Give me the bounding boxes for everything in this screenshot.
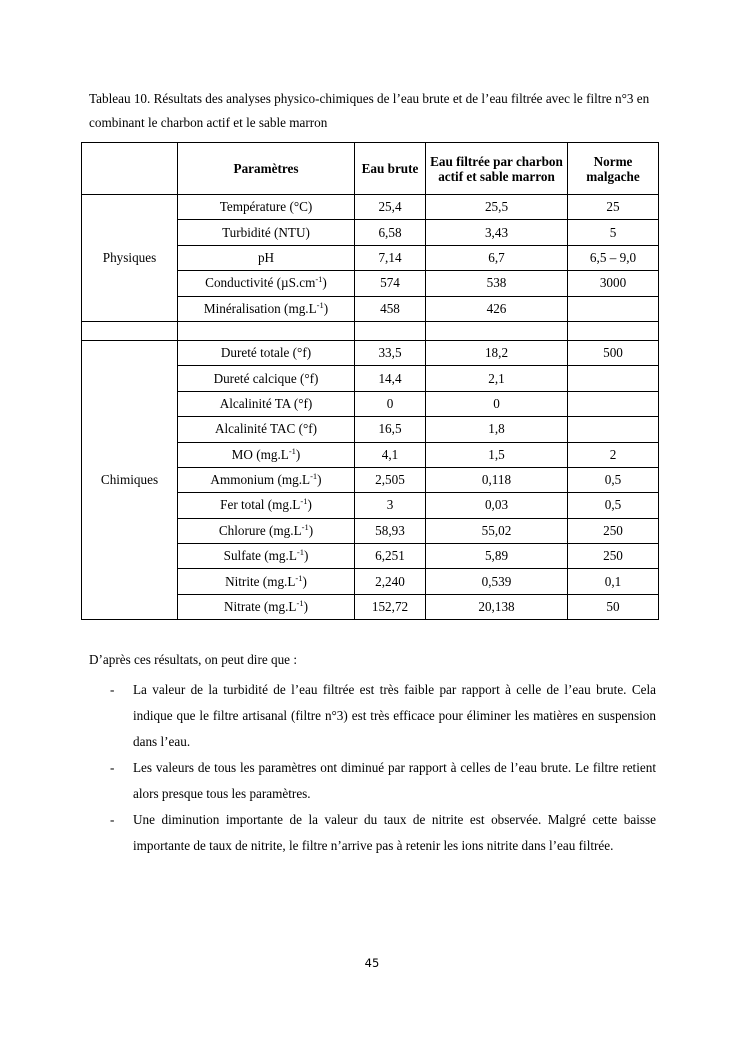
- eau-filtree-cell: 0,539: [426, 569, 568, 594]
- header-norme-malgache: Norme malgache: [568, 143, 659, 195]
- norme-cell: [568, 391, 659, 416]
- eau-brute-cell: 152,72: [355, 594, 426, 619]
- eau-filtree-cell: 25,5: [426, 195, 568, 220]
- parameter-cell: [178, 245, 355, 270]
- unit-exponent: -1: [301, 521, 309, 532]
- list-item-text: Les valeurs de tous les paramètres ont diminué par rapport à celles de l’eau brute. Le filtre retient alors presque tous les paramètres.: [133, 760, 656, 801]
- bullet-dash: -: [110, 760, 115, 775]
- norme-cell: [568, 417, 659, 442]
- parameter-name: Alcalinité TA (°f): [219, 395, 313, 411]
- norme-cell: 5: [568, 220, 659, 245]
- eau-brute-cell: 14,4: [355, 366, 426, 391]
- parameter-name: Dureté calcique (°f): [213, 370, 319, 386]
- table-row: [82, 340, 659, 365]
- parameter-cell: [178, 493, 355, 518]
- unit-exponent: -1: [295, 572, 303, 583]
- parameter-name: Nitrite (mg.L: [225, 573, 296, 589]
- eau-filtree-cell: 2,1: [426, 366, 568, 391]
- eau-filtree-cell: 55,02: [426, 518, 568, 543]
- header-eau-filtree: Eau filtrée par charbon actif et sable marron: [426, 143, 568, 195]
- eau-brute-cell: 58,93: [355, 518, 426, 543]
- physiques-group: [82, 195, 659, 322]
- eau-filtree-cell: 20,138: [426, 594, 568, 619]
- table-caption: Tableau 10. Résultats des analyses physico-chimiques de l’eau brute et de l’eau filtrée avec le filtre n°3 en combinant le charbon actif et le sable marron: [89, 91, 650, 130]
- category-physiques: Physiques: [82, 195, 178, 322]
- parameter-name: Température (°C): [219, 199, 313, 215]
- results-table: [81, 142, 659, 620]
- list-item-text: La valeur de la turbidité de l’eau filtrée est très faible par rapport à celle de l’eau brute. Cela indique que le filtre artisanal (filtre n°3) est très efficace pour éliminer les matières en suspension dans l’eau.: [133, 682, 656, 749]
- chimiques-group: [82, 340, 659, 619]
- eau-brute-cell: 6,58: [355, 220, 426, 245]
- table-header-row: [82, 143, 659, 195]
- parameter-cell: [178, 195, 355, 220]
- parameter-name: Fer total (mg.L: [220, 497, 301, 513]
- eau-brute-cell: 16,5: [355, 417, 426, 442]
- page-number: 45: [364, 956, 380, 970]
- bullet-dash: -: [110, 812, 115, 827]
- parameter-name: MO (mg.L: [231, 446, 289, 462]
- eau-brute-cell: 33,5: [355, 340, 426, 365]
- header-eau-brute: Eau brute: [355, 143, 426, 195]
- list-item-text: Une diminution importante de la valeur du taux de nitrite est observée. Malgré cette baisse importante de taux de nitrite, le filtre n’arrive pas à retenir les ions nitrite dans l’eau filtrée.: [133, 812, 656, 853]
- norme-cell: [568, 366, 659, 391]
- parameter-name: Ammonium (mg.L: [210, 472, 311, 488]
- blank-cell: [426, 321, 568, 340]
- parameter-cell: [178, 271, 355, 296]
- parameter-name: Chlorure (mg.L: [218, 522, 302, 538]
- unit-close-paren: ): [322, 275, 327, 291]
- eau-brute-cell: 2,240: [355, 569, 426, 594]
- parameter-name: Conductivité (µS.cm: [205, 275, 316, 291]
- norme-cell: 0,5: [568, 493, 659, 518]
- eau-brute-cell: 2,505: [355, 467, 426, 492]
- parameter-name: Nitrate (mg.L: [223, 599, 297, 615]
- eau-filtree-cell: 538: [426, 271, 568, 296]
- unit-close-paren: ): [323, 300, 329, 316]
- parameter-cell: [178, 296, 355, 321]
- unit-exponent: -1: [316, 299, 324, 310]
- eau-filtree-cell: 18,2: [426, 340, 568, 365]
- parameter-cell: [178, 442, 355, 467]
- bullet-dash: -: [110, 682, 115, 697]
- parameter-name: Minéralisation (mg.L: [203, 300, 317, 316]
- parameter-name: Alcalinité TAC (°f): [214, 421, 318, 437]
- unit-exponent: -1: [315, 274, 323, 285]
- eau-filtree-cell: 0,03: [426, 493, 568, 518]
- table-row: [82, 195, 659, 220]
- blank-cell: [568, 321, 659, 340]
- unit-exponent: -1: [296, 547, 304, 558]
- unit-close-paren: ): [308, 522, 314, 538]
- norme-cell: 250: [568, 518, 659, 543]
- blank-cell: [82, 321, 178, 340]
- blank-cell: [355, 321, 426, 340]
- eau-filtree-cell: 0,118: [426, 467, 568, 492]
- unit-exponent: -1: [288, 445, 296, 456]
- eau-brute-cell: 25,4: [355, 195, 426, 220]
- list-item: [89, 677, 656, 755]
- eau-brute-cell: 6,251: [355, 544, 426, 569]
- unit-exponent: -1: [310, 471, 318, 482]
- parameter-name: Dureté totale (°f): [220, 345, 312, 361]
- eau-brute-cell: 4,1: [355, 442, 426, 467]
- eau-brute-cell: 458: [355, 296, 426, 321]
- eau-filtree-cell: 1,5: [426, 442, 568, 467]
- parameter-cell: [178, 467, 355, 492]
- header-parametres: Paramètres: [178, 143, 355, 195]
- parameter-name: Turbidité (NTU): [222, 224, 310, 240]
- unit-close-paren: ): [303, 599, 308, 615]
- parameter-name: Sulfate (mg.L: [223, 548, 297, 564]
- unit-close-paren: ): [303, 548, 309, 564]
- eau-brute-cell: 3: [355, 493, 426, 518]
- eau-filtree-cell: 5,89: [426, 544, 568, 569]
- parameter-cell: [178, 569, 355, 594]
- norme-cell: 3000: [568, 271, 659, 296]
- unit-close-paren: ): [317, 472, 322, 488]
- parameter-name: pH: [257, 249, 275, 265]
- list-item: [89, 807, 656, 859]
- eau-filtree-cell: 3,43: [426, 220, 568, 245]
- category-chimiques: Chimiques: [82, 340, 178, 619]
- eau-brute-cell: 0: [355, 391, 426, 416]
- norme-cell: 0,5: [568, 467, 659, 492]
- norme-cell: 25: [568, 195, 659, 220]
- norme-cell: [568, 296, 659, 321]
- norme-cell: 2: [568, 442, 659, 467]
- unit-exponent: -1: [296, 598, 304, 609]
- conclusion-intro: D’après ces résultats, on peut dire que :: [89, 652, 297, 667]
- eau-filtree-cell: 0: [426, 391, 568, 416]
- spacer-group: [82, 321, 659, 340]
- conclusion-list: [89, 677, 656, 859]
- unit-close-paren: ): [302, 573, 307, 589]
- parameter-cell: [178, 594, 355, 619]
- eau-filtree-cell: 6,7: [426, 245, 568, 270]
- parameter-cell: [178, 220, 355, 245]
- unit-close-paren: ): [307, 497, 312, 513]
- parameter-cell: [178, 417, 355, 442]
- parameter-cell: [178, 544, 355, 569]
- unit-exponent: -1: [300, 496, 308, 507]
- eau-brute-cell: 7,14: [355, 245, 426, 270]
- header-empty-cell: [82, 143, 178, 195]
- unit-close-paren: ): [295, 446, 301, 462]
- eau-brute-cell: 574: [355, 271, 426, 296]
- parameter-cell: [178, 391, 355, 416]
- blank-cell: [178, 321, 355, 340]
- norme-cell: 6,5 – 9,0: [568, 245, 659, 270]
- norme-cell: 50: [568, 594, 659, 619]
- parameter-cell: [178, 340, 355, 365]
- parameter-cell: [178, 518, 355, 543]
- list-item: [89, 755, 656, 807]
- eau-filtree-cell: 426: [426, 296, 568, 321]
- blank-row: [82, 321, 659, 340]
- eau-filtree-cell: 1,8: [426, 417, 568, 442]
- norme-cell: 0,1: [568, 569, 659, 594]
- parameter-cell: [178, 366, 355, 391]
- norme-cell: 250: [568, 544, 659, 569]
- norme-cell: 500: [568, 340, 659, 365]
